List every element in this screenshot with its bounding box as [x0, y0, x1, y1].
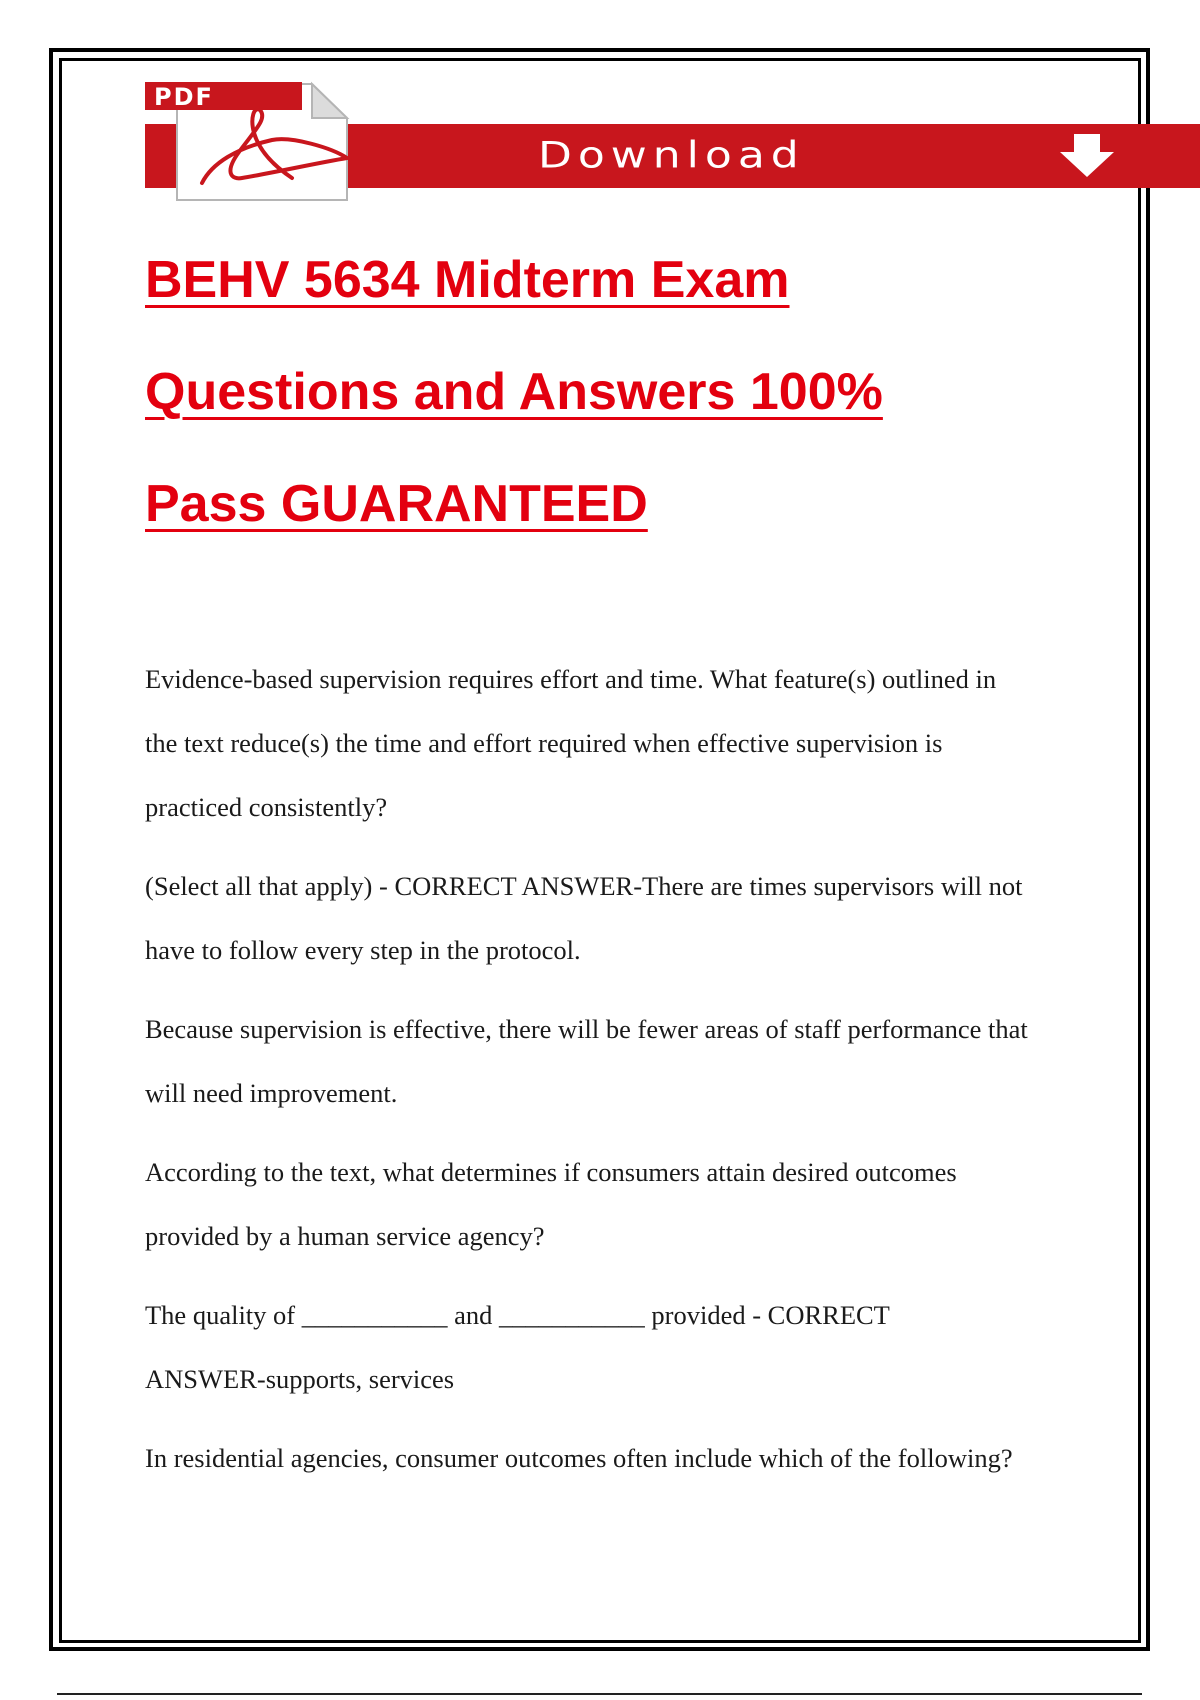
pdf-file-icon: [142, 78, 417, 203]
body-line: provided by a human service agency?: [145, 1221, 545, 1251]
body-line: According to the text, what determines if consumers attain desired outcomes: [145, 1157, 957, 1187]
pdf-label: PDF: [154, 83, 214, 111]
body-line: practiced consistently?: [145, 792, 388, 822]
download-arrow-icon[interactable]: [1052, 130, 1122, 180]
document-title-line-1: BEHV 5634 Midterm Exam: [145, 251, 790, 309]
body-line: the text reduce(s) the time and effort required when effective supervision is: [145, 728, 943, 758]
bottom-rule: [57, 1693, 1142, 1695]
body-line: have to follow every step in the protocol.: [145, 935, 581, 965]
download-label[interactable]: Download: [538, 134, 805, 177]
body-line: Evidence-based supervision requires effort and time. What feature(s) outlined in: [145, 664, 997, 694]
document-title-line-2: Questions and Answers 100%: [145, 363, 883, 421]
body-line: (Select all that apply) - CORRECT ANSWER-There are times supervisors will not: [145, 871, 1023, 901]
body-line: ANSWER-supports, services: [145, 1364, 455, 1394]
body-line: Because supervision is effective, there will be fewer areas of staff performance that: [145, 1014, 1028, 1044]
document-title-line-3: Pass GUARANTEED: [145, 475, 648, 533]
body-line: will need improvement.: [145, 1078, 398, 1108]
body-line: In residential agencies, consumer outcomes often include which of the following?: [145, 1443, 1013, 1473]
body-line: The quality of ___________ and ___________ provided - CORRECT: [145, 1300, 890, 1330]
